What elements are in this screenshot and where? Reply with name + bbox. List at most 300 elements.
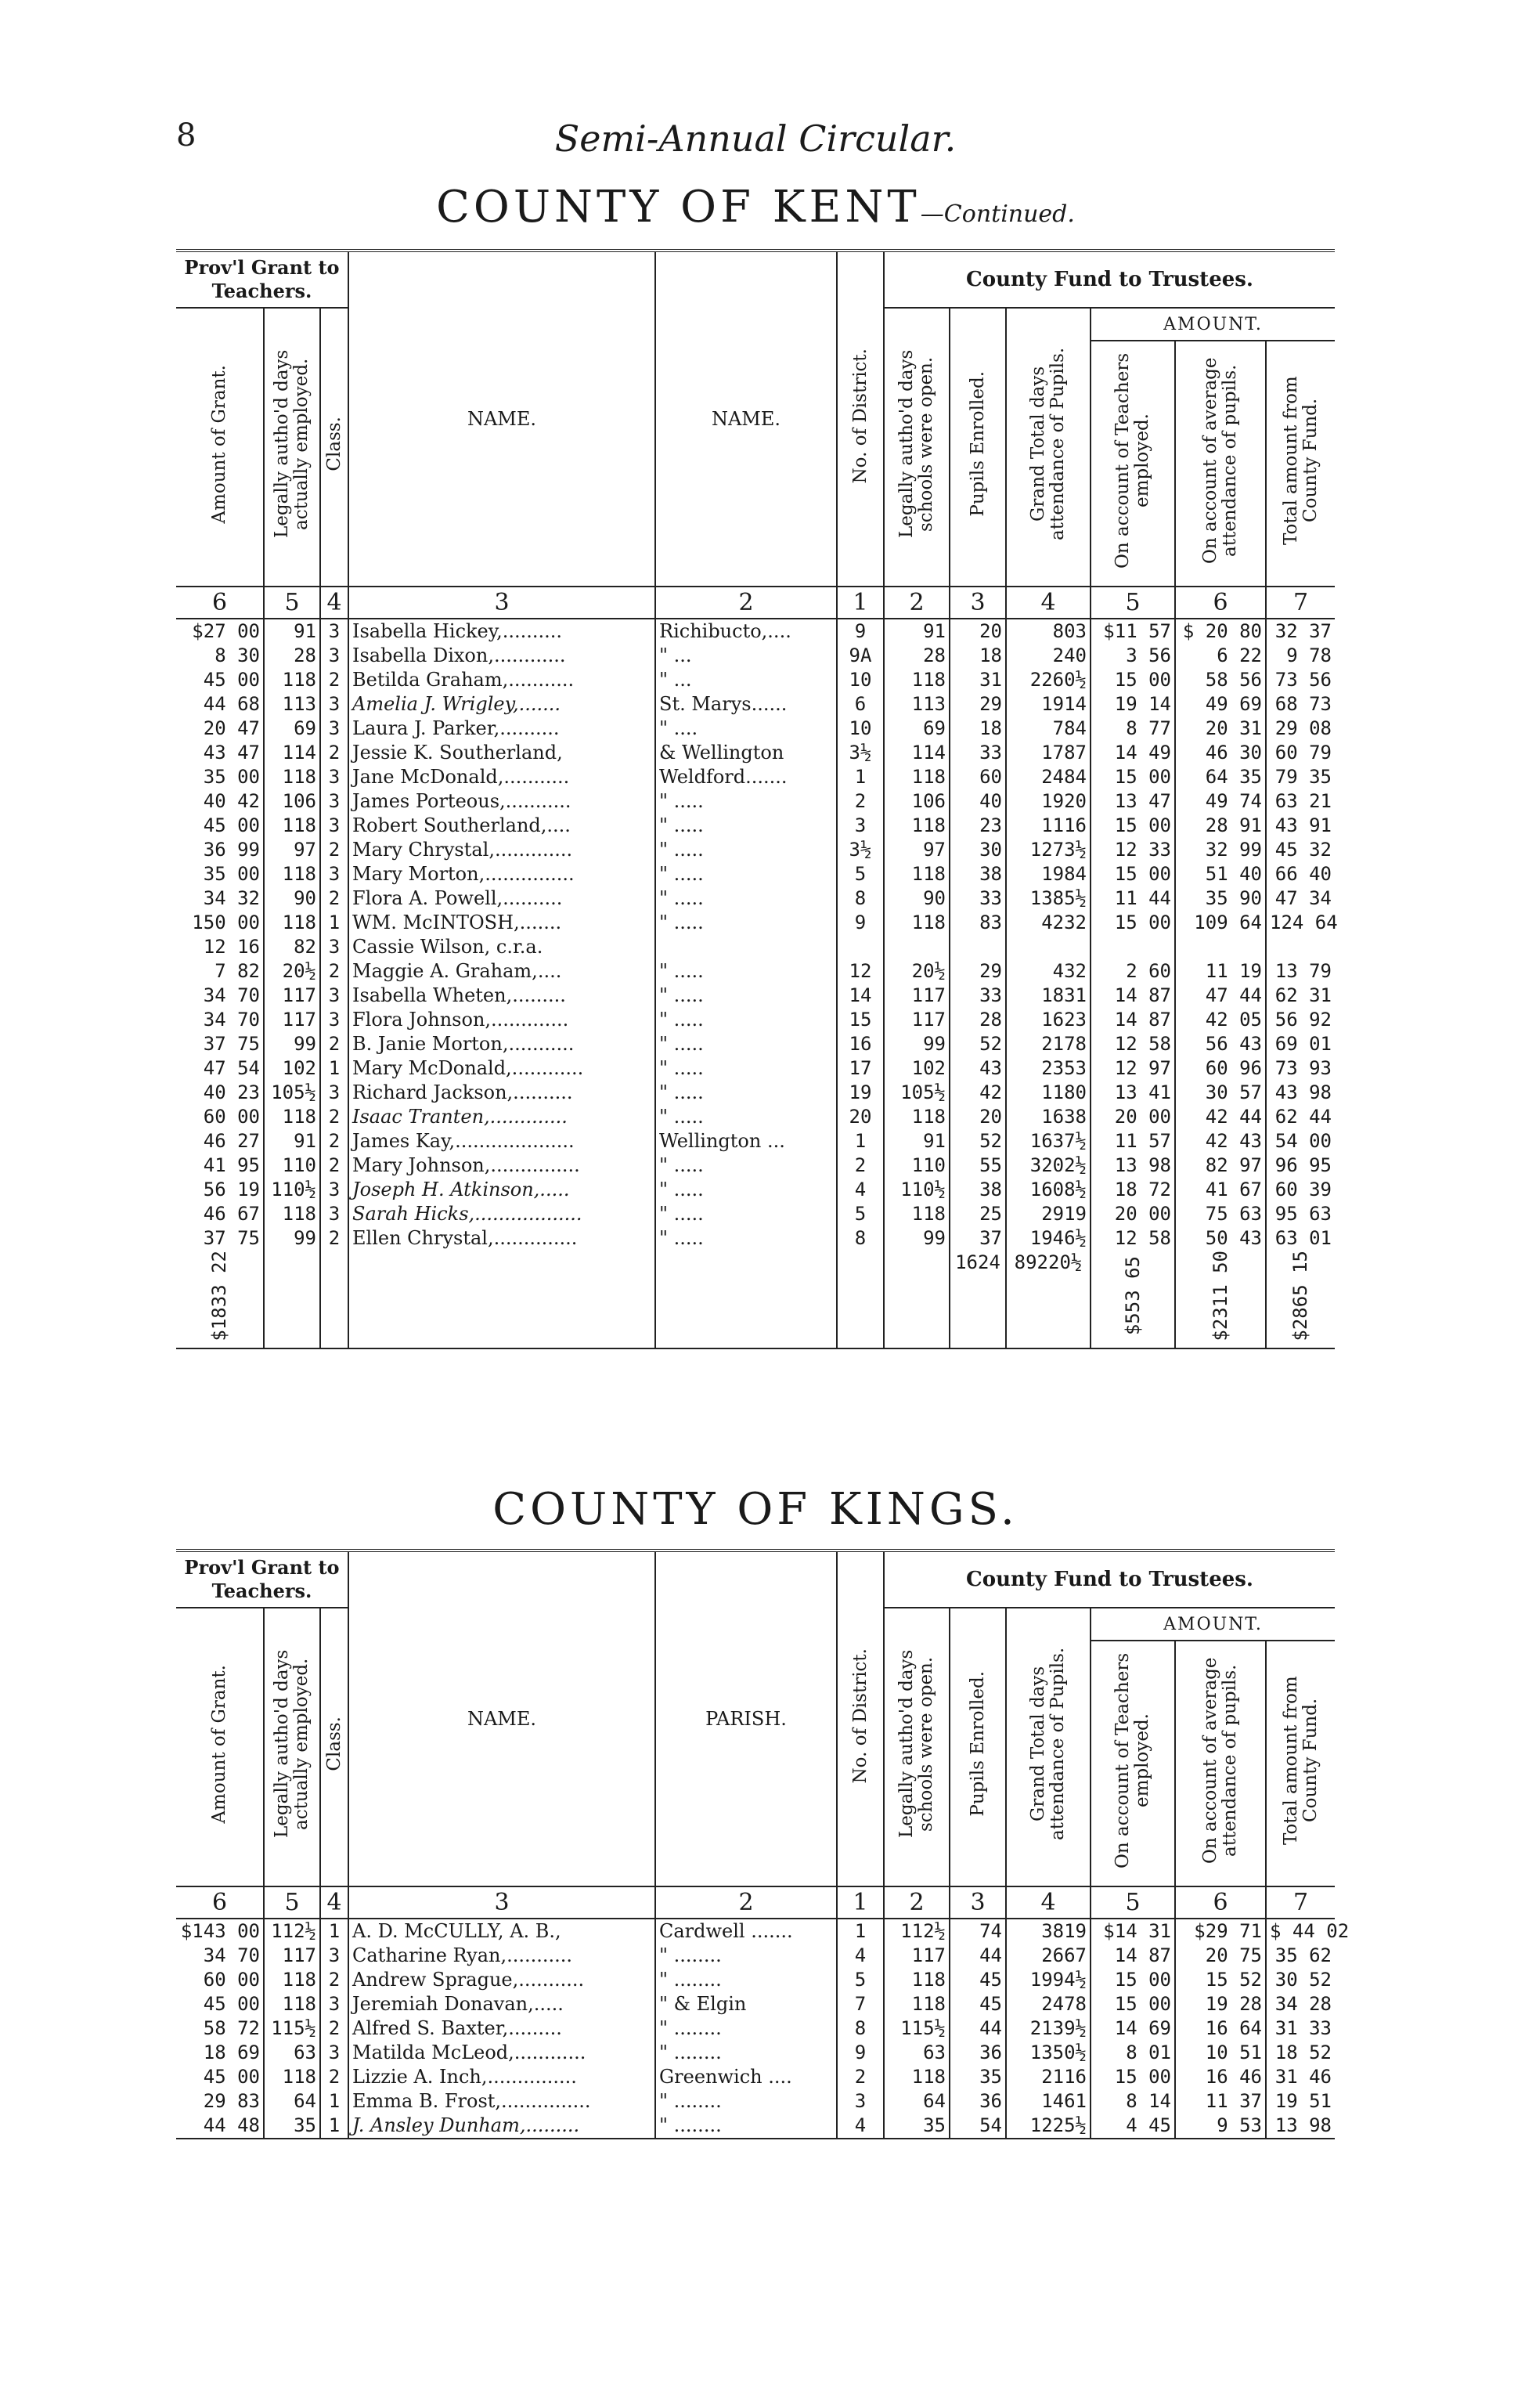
column-number: 6 [176,1886,264,1919]
pupils-enrolled-cell: 20 [950,619,1006,644]
teacher-name-cell: Sarah Hicks,.................. [348,1202,655,1226]
total-amount-cell: 29 08 [1274,717,1332,739]
column-number: 4 [320,1886,348,1919]
average-amount-cell: 11 37 [1175,2089,1266,2114]
column-number: 4 [1006,1886,1091,1919]
days-employed-cell: 118 [264,2065,320,2089]
teacher-name-cell: Laura J. Parker,.......... [348,717,655,741]
table-row [176,814,1335,838]
pupils-enrolled-cell: 35 [950,2065,1006,2089]
table-row [176,1153,1335,1178]
amount-grant-cell: 36 99 [176,838,264,862]
grand-total-cell: 1461 [1006,2089,1091,2114]
total-value: $2865 15 [1289,1251,1311,1341]
table-row [176,1202,1335,1226]
table-row [176,1032,1335,1056]
days-employed-cell: 118 [264,911,320,935]
amount-grant-cell: 40 23 [176,1081,264,1105]
total-amount-cell: 32 37 [1274,620,1332,642]
teacher-name-cell: Mary McDonald,............ [348,1056,655,1081]
teachers-amount-cell: 15 00 [1091,668,1175,692]
place-cell: " & Elgin [655,1992,837,2016]
table-row [176,644,1335,668]
grand-total-cell: 2919 [1006,1202,1091,1226]
amount-grant-cell: 46 67 [176,1202,264,1226]
days-open-cell: 118 [884,862,950,886]
class-cell: 2 [320,959,348,984]
table-row [176,959,1335,984]
district-cell: 5 [837,862,884,886]
pupils-enrolled-cell: 40 [950,789,1006,814]
total-amount-cell: $ 44 02 [1270,1920,1350,1942]
district-cell: 8 [837,886,884,911]
total-days-open-cell [884,1251,950,1348]
place-cell: St. Marys...... [655,692,837,717]
teacher-name-cell: Flora A. Powell,.......... [348,886,655,911]
days-employed-cell: 114 [264,741,320,765]
grand-total-cell: 1623 [1006,1008,1091,1032]
grand-total-cell: 2139½ [1006,2016,1091,2041]
kings-title-text: COUNTY OF KINGS. [492,1484,1018,1535]
pupils-enrolled-cell: 42 [950,1081,1006,1105]
teacher-name-cell: James Kay,.................... [348,1129,655,1153]
teachers-amount-cell: 12 33 [1091,838,1175,862]
teacher-name-cell: Alfred S. Baxter,......... [348,2016,655,2041]
pupils-enrolled-cell: 23 [950,814,1006,838]
teachers-amount-cell: 3 56 [1091,644,1175,668]
place-cell: " ..... [655,1056,837,1081]
total-place-cell [655,1251,837,1348]
days-open-cell: 91 [884,619,950,644]
table-row [176,1226,1335,1251]
teacher-name-cell: WM. McINTOSH,....... [348,911,655,935]
teachers-amount-cell: 14 49 [1091,741,1175,765]
total-teachers-amount-cell [1091,1251,1175,1348]
days-employed-cell: 113 [264,692,320,717]
class-cell: 2 [320,2016,348,2041]
district-cell: 4 [837,1944,884,1968]
pupils-enrolled-cell: 20 [950,1105,1006,1129]
teachers-amount-cell: 14 87 [1091,984,1175,1008]
name-col-header: NAME. [348,251,655,587]
class-cell: 3 [320,1992,348,2016]
days-employed-cell: 118 [264,1968,320,1992]
total-amount-cell: 56 92 [1274,1009,1332,1031]
place-cell: " ..... [655,1081,837,1105]
place-cell: Weldford....... [655,765,837,789]
total-pupils-enrolled-cell [950,1251,1006,1348]
total-grand-total-cell [1006,1251,1091,1348]
amount-grant-cell: 45 00 [176,814,264,838]
grand-total-cell: 2484 [1006,765,1091,789]
pupils-enrolled-cell: 33 [950,886,1006,911]
pupils-enrolled-header: Pupils Enrolled. [950,1608,1006,1886]
totals-row [176,1251,1335,1348]
days-open-cell: 117 [884,1008,950,1032]
days-open-cell: 117 [884,1944,950,1968]
column-number: 6 [176,587,264,619]
place-cell: " ..... [655,1178,837,1202]
district-cell: 3 [837,814,884,838]
total-amount-cell: 62 31 [1274,984,1332,1006]
total-value: 89220½ [1014,1251,1083,1273]
teacher-name-cell: Jeremiah Donavan,..... [348,1992,655,2016]
days-open-cell: 97 [884,838,950,862]
total-average-amount-cell [1175,1251,1266,1348]
pupils-enrolled-cell: 18 [950,644,1006,668]
teachers-amount-cell: 15 00 [1091,862,1175,886]
district-col-header: No. of District. [837,1551,884,1886]
place-cell: " ..... [655,789,837,814]
column-number: 4 [1006,587,1091,619]
teacher-name-cell: Matilda McLeod,............ [348,2041,655,2065]
total-amount-cell [1266,935,1335,959]
district-cell: 14 [837,984,884,1008]
kings-table [176,1549,1350,2139]
column-number: 3 [348,1886,655,1919]
days-employed-cell: 102 [264,1056,320,1081]
total-amount-cell: 62 44 [1274,1106,1332,1128]
class-cell: 3 [320,862,348,886]
days-open-cell: 102 [884,1056,950,1081]
amount-grant-cell: 7 82 [176,959,264,984]
district-cell: 2 [837,1153,884,1178]
amount-header: AMOUNT. [1091,1608,1335,1641]
table-row [176,862,1335,886]
teacher-name-cell: Emma B. Frost,............... [348,2089,655,2114]
total-class-cell [320,1251,348,1348]
place-cell: " ... [655,644,837,668]
grand-total-cell: 784 [1006,717,1091,741]
average-amount-cell: 42 43 [1175,1129,1266,1153]
district-cell: 4 [837,1178,884,1202]
prov-grant-header: Prov'l Grant to Teachers. [176,251,348,308]
teachers-amount-cell: 12 58 [1091,1226,1175,1251]
teachers-amount-cell: 19 14 [1091,692,1175,717]
amount-grant-cell: 45 00 [176,2065,264,2089]
teachers-amount-cell: 12 97 [1091,1056,1175,1081]
district-cell: 5 [837,1968,884,1992]
district-col-header: No. of District. [837,251,884,587]
days-employed-cell: 69 [264,717,320,741]
table-row [176,717,1335,741]
total-header: Total amount from County Fund. [1280,376,1321,545]
grand-total-cell: 1787 [1006,741,1091,765]
days-open-cell: 90 [884,886,950,911]
teachers-amount-cell: $11 57 [1091,619,1175,644]
class-cell: 1 [320,911,348,935]
total-amount-cell: 60 79 [1274,742,1332,764]
total-header: Total amount from County Fund. [1280,1676,1321,1845]
amount-grant-cell: 45 00 [176,668,264,692]
teacher-name-cell: Catharine Ryan,........... [348,1944,655,1968]
days-employed-cell: 118 [264,1992,320,2016]
total-amount-cell: 96 95 [1274,1154,1332,1176]
days-open-cell: 118 [884,1202,950,1226]
total-amount-cell: 35 62 [1274,1944,1332,1966]
table-row [176,984,1335,1008]
pupils-enrolled-cell: 38 [950,862,1006,886]
days-employed-cell: 118 [264,668,320,692]
pupils-enrolled-cell: 25 [950,1202,1006,1226]
column-number: 5 [264,1886,320,1919]
amount-grant-cell: 47 54 [176,1056,264,1081]
total-amount-cell: 47 34 [1274,887,1332,909]
teacher-name-cell: Andrew Sprague,........... [348,1968,655,1992]
table-row [176,668,1335,692]
place-cell: " ..... [655,1202,837,1226]
column-number: 5 [264,587,320,619]
column-number: 3 [950,1886,1006,1919]
total-amount-cell: 13 98 [1266,2114,1335,2139]
grand-total-cell: 240 [1006,644,1091,668]
average-amount-cell: 64 35 [1175,765,1266,789]
total-amount-cell: 31 33 [1274,2017,1332,2039]
table-row [176,1992,1335,2016]
grand-total-cell: 1350½ [1006,2041,1091,2065]
days-open-cell: 110½ [884,1178,950,1202]
district-cell: 7 [837,1992,884,2016]
class-cell: 2 [320,741,348,765]
class-cell: 3 [320,1944,348,1968]
teachers-amount-cell: 15 00 [1091,765,1175,789]
amount-grant-cell: 37 75 [176,1032,264,1056]
amount-grant-cell: 8 30 [176,644,264,668]
average-amount-cell: 50 43 [1175,1226,1266,1251]
days-employed-cell: 99 [264,1032,320,1056]
total-amount-cell: 73 93 [1274,1057,1332,1079]
pupils-enrolled-cell: 37 [950,1226,1006,1251]
kent-table [176,249,1338,1349]
pupils-enrolled-cell: 33 [950,984,1006,1008]
kent-colnums [176,587,1335,619]
days-employed-cell: 99 [264,1226,320,1251]
teachers-amount-cell: 8 77 [1091,717,1175,741]
pupils-enrolled-cell: 52 [950,1032,1006,1056]
days-open-cell: 118 [884,1992,950,2016]
class-cell: 2 [320,886,348,911]
amount-grant-cell: 56 19 [176,1178,264,1202]
total-amount-cell: 60 39 [1274,1179,1332,1200]
grand-total-cell: 1116 [1006,814,1091,838]
days-open-cell: 118 [884,2065,950,2089]
column-number: 2 [655,587,837,619]
days-open-cell: 35 [884,2114,950,2139]
amount-grant-cell: $27 00 [176,619,264,644]
amount-grant-cell: 34 70 [176,1944,264,1968]
average-amount-cell: 11 19 [1175,959,1266,984]
pupils-enrolled-cell: 36 [950,2089,1006,2114]
pupils-enrolled-cell: 60 [950,765,1006,789]
average-amount-cell: 75 63 [1175,1202,1266,1226]
days-open-cell: 64 [884,2089,950,2114]
name-col-header: NAME. [348,1551,655,1886]
class-cell: 3 [320,935,348,959]
teacher-name-cell: Mary Chrystal,............. [348,838,655,862]
place-cell: " ........ [655,2089,837,2114]
days-open-header: Legally autho'd days schools were open. [884,308,950,587]
place-cell: " ..... [655,1008,837,1032]
days-open-cell: 99 [884,1032,950,1056]
average-amount-cell: 42 44 [1175,1105,1266,1129]
pupils-enrolled-cell: 28 [950,1008,1006,1032]
teacher-name-cell: Betilda Graham,........... [348,668,655,692]
days-open-cell: 118 [884,1105,950,1129]
amount-grant-header: Amount of Grant. [176,1608,264,1886]
column-number: 7 [1266,1886,1335,1919]
days-employed-cell: 91 [264,619,320,644]
class-cell: 3 [320,984,348,1008]
pupils-enrolled-cell: 36 [950,2041,1006,2065]
pupils-enrolled-cell [950,935,1006,959]
teacher-name-cell: Flora Johnson,............. [348,1008,655,1032]
amount-grant-cell: 29 83 [176,2089,264,2114]
grand-total-cell: 1637½ [1006,1129,1091,1153]
place-cell: " ..... [655,838,837,862]
days-open-cell: 20½ [884,959,950,984]
average-amount-cell: 10 51 [1175,2041,1266,2065]
table-row [176,1129,1335,1153]
class-cell: 3 [320,2041,348,2065]
place-cell: Greenwich .... [655,2065,837,2089]
total-days-employed-cell [264,1251,320,1348]
days-employed-cell: 117 [264,1008,320,1032]
amount-grant-cell: 37 75 [176,1226,264,1251]
place-cell: " ..... [655,959,837,984]
teachers-amount-cell: 13 98 [1091,1153,1175,1178]
grand-total-cell: 3819 [1006,1919,1091,1944]
place-cell: " ... [655,668,837,692]
days-open-cell [884,935,950,959]
amount-grant-cell: 34 32 [176,886,264,911]
table-row [176,741,1335,765]
kings-title [176,1484,1335,1535]
district-cell: 10 [837,717,884,741]
average-amount-cell: 41 67 [1175,1178,1266,1202]
pupils-enrolled-cell: 55 [950,1153,1006,1178]
days-open-cell: 110 [884,1153,950,1178]
grand-total-cell: 1273½ [1006,838,1091,862]
days-employed-cell: 64 [264,2089,320,2114]
total-amount-grant-cell [176,1251,264,1348]
teacher-name-cell: Maggie A. Graham,.... [348,959,655,984]
place-cell: " ........ [655,2114,837,2139]
teacher-name-cell: Ellen Chrystal,.............. [348,1226,655,1251]
average-amount-cell: 6 22 [1175,644,1266,668]
class-cell: 3 [320,717,348,741]
days-open-cell: 113 [884,692,950,717]
place-cell: " ..... [655,1153,837,1178]
total-amount-cell: 73 56 [1274,669,1332,691]
days-open-cell: 115½ [884,2016,950,2041]
district-cell [837,935,884,959]
amount-grant-cell: 41 95 [176,1153,264,1178]
grand-total-cell: 2667 [1006,1944,1091,1968]
days-open-cell: 105½ [884,1081,950,1105]
grand-total-cell: 1914 [1006,692,1091,717]
column-number: 2 [655,1886,837,1919]
days-employed-cell: 118 [264,765,320,789]
pupils-enrolled-cell: 74 [950,1919,1006,1944]
table-row [176,2089,1335,2114]
days-open-header: Legally autho'd days schools were open. [884,1608,950,1886]
class-cell: 3 [320,1178,348,1202]
district-cell: 9 [837,619,884,644]
class-cell: 1 [320,1056,348,1081]
days-employed-cell: 118 [264,1202,320,1226]
days-employed-cell: 82 [264,935,320,959]
days-open-cell: 118 [884,814,950,838]
days-employed-cell: 110 [264,1153,320,1178]
place-cell: Richibucto,.... [655,619,837,644]
amount-grant-cell: 35 00 [176,862,264,886]
days-employed-header: Legally autho'd days actually employed. [264,308,320,587]
teachers-amount-cell: 4 45 [1091,2114,1175,2139]
amount-grant-cell: 44 48 [176,2114,264,2139]
teacher-name-cell: Isaac Tranten,............. [348,1105,655,1129]
days-open-cell: 106 [884,789,950,814]
total-amount-cell: 63 01 [1274,1227,1332,1249]
average-amount-cell: 16 46 [1175,2065,1266,2089]
amount-grant-cell: 20 47 [176,717,264,741]
teacher-name-cell: Isabella Dixon,............ [348,644,655,668]
average-amount-cell: 51 40 [1175,862,1266,886]
district-cell: 8 [837,2016,884,2041]
teacher-name-cell: B. Janie Morton,........... [348,1032,655,1056]
kent-title [176,182,1335,233]
teachers-amount-cell: 2 60 [1091,959,1175,984]
amount-grant-cell: 46 27 [176,1129,264,1153]
place-cell: " ........ [655,1944,837,1968]
average-amount-cell: 30 57 [1175,1081,1266,1105]
district-cell: 9 [837,2041,884,2065]
grand-total-cell: 803 [1006,619,1091,644]
running-title: Semi-Annual Circular. [554,117,957,160]
total-value: $2311 50 [1209,1251,1231,1341]
class-cell: 2 [320,1153,348,1178]
class-cell: 1 [320,1919,348,1944]
district-cell: 17 [837,1056,884,1081]
average-amount-cell: 49 69 [1175,692,1266,717]
pupils-enrolled-cell: 38 [950,1178,1006,1202]
district-cell: 20 [837,1105,884,1129]
average-amount-cell: 35 90 [1175,886,1266,911]
table-row [176,911,1335,935]
district-cell: 3½ [837,741,884,765]
district-cell: 8 [837,1226,884,1251]
teachers-amount-cell: 14 87 [1091,1008,1175,1032]
grand-total-cell: 3202½ [1006,1153,1091,1178]
table-row [176,2114,1335,2139]
grand-total-cell: 2178 [1006,1032,1091,1056]
days-open-cell: 118 [884,1968,950,1992]
district-cell: 6 [837,692,884,717]
grand-total-cell: 1180 [1006,1081,1091,1105]
place-cell: " ..... [655,886,837,911]
amount-grant-header: Amount of Grant. [176,308,264,587]
class-cell: 2 [320,838,348,862]
teacher-name-cell: Jessie K. Southerland, [348,741,655,765]
district-cell: 3½ [837,838,884,862]
total-amount-cell: 30 52 [1274,1969,1332,1991]
class-header: Class. [320,308,348,587]
pupils-enrolled-cell: 29 [950,959,1006,984]
grand-total-cell: 1385½ [1006,886,1091,911]
teachers-amount-cell: 15 00 [1091,2065,1175,2089]
place-cell: " ..... [655,862,837,886]
teachers-header: On account of Teachers employed. [1091,1641,1175,1886]
amount-grant-cell: 18 69 [176,2041,264,2065]
